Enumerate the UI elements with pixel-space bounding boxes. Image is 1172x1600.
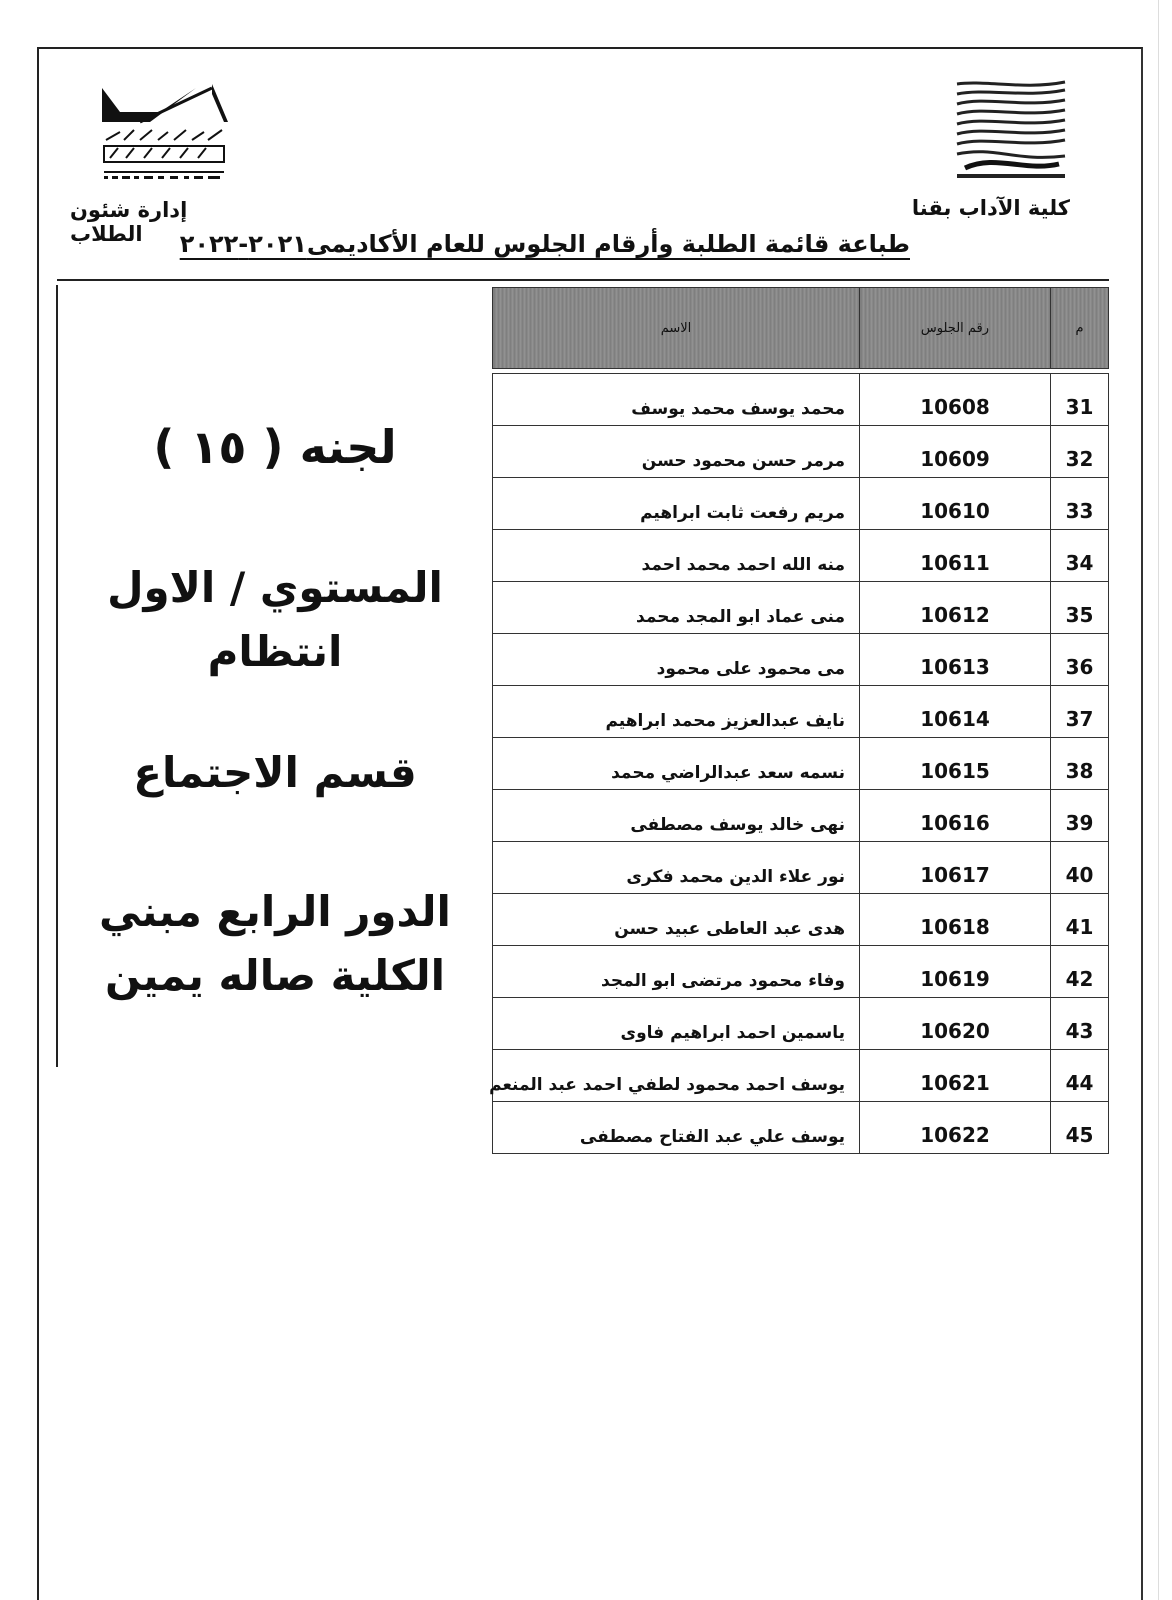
table-row — [493, 998, 1109, 1050]
table-row — [493, 790, 1109, 842]
scan-edge — [1158, 0, 1159, 1600]
seat-number: 10616 — [860, 790, 1051, 842]
row-number: 44 — [1051, 1050, 1109, 1102]
table-row — [493, 842, 1109, 894]
seat-number: 10609 — [860, 426, 1051, 478]
table-row — [493, 686, 1109, 738]
seat-number: 10608 — [860, 374, 1051, 426]
row-number: 31 — [1051, 374, 1109, 426]
college-logo — [955, 76, 1067, 182]
header-divider — [57, 279, 1109, 281]
level-block — [90, 556, 460, 684]
table-row — [493, 374, 1109, 426]
row-number: 45 — [1051, 1102, 1109, 1154]
student-roster-table — [489, 287, 1109, 1154]
row-number: 33 — [1051, 478, 1109, 530]
table-body — [489, 369, 1109, 1154]
table-header-row — [493, 288, 1109, 369]
college-name: كلية الآداب بقنا — [911, 196, 1070, 220]
location-block — [90, 880, 460, 1008]
level-line-1: المستوي / الاول — [107, 563, 443, 612]
student-name: مى محمود على محمود — [493, 634, 860, 686]
department-label: قسم الاجتماع — [133, 748, 417, 797]
table-row — [493, 582, 1109, 634]
student-name: ياسمين احمد ابراهيم فاوى — [493, 998, 860, 1050]
seat-number: 10610 — [860, 478, 1051, 530]
level-line-2: انتظام — [207, 627, 343, 676]
table-row — [493, 894, 1109, 946]
row-number: 43 — [1051, 998, 1109, 1050]
student-name: وفاء محمود مرتضى ابو المجد — [493, 946, 860, 998]
seat-number: 10613 — [860, 634, 1051, 686]
table-row — [493, 1050, 1109, 1102]
row-number: 36 — [1051, 634, 1109, 686]
table-row — [493, 634, 1109, 686]
seat-number: 10617 — [860, 842, 1051, 894]
table-row — [493, 1102, 1109, 1154]
row-number: 35 — [1051, 582, 1109, 634]
student-name: نسمه سعد عبدالراضي محمد — [493, 738, 860, 790]
location-line-1: الدور الرابع مبني — [99, 887, 451, 936]
row-number: 39 — [1051, 790, 1109, 842]
row-number: 41 — [1051, 894, 1109, 946]
seat-number: 10614 — [860, 686, 1051, 738]
seat-number: 10621 — [860, 1050, 1051, 1102]
seat-number: 10611 — [860, 530, 1051, 582]
student-name: يوسف احمد محمود لطفي احمد عبد المنعم — [493, 1050, 860, 1102]
seat-number: 10618 — [860, 894, 1051, 946]
student-name: مريم رفعت ثابت ابراهيم — [493, 478, 860, 530]
student-name: مرمر حسن محمود حسن — [493, 426, 860, 478]
seat-number: 10620 — [860, 998, 1051, 1050]
row-number: 34 — [1051, 530, 1109, 582]
seat-number: 10622 — [860, 1102, 1051, 1154]
seat-number: 10619 — [860, 946, 1051, 998]
header-seat-number: رقم الجلوس — [860, 288, 1051, 369]
seat-number: 10612 — [860, 582, 1051, 634]
location-line-2: الكلية صاله يمين — [104, 951, 446, 1000]
document-title: طباعة قائمة الطلبة وأرقام الجلوس للعام الأكاديمى٢٠٢١-٢٠٢٢ — [179, 230, 910, 258]
header-name: الاسم — [493, 288, 860, 369]
header-no: م — [1051, 288, 1109, 369]
table-row — [493, 530, 1109, 582]
row-number: 40 — [1051, 842, 1109, 894]
row-number: 42 — [1051, 946, 1109, 998]
department-name: إدارة شئون الطلاب — [70, 198, 188, 246]
left-margin-line — [56, 285, 58, 1067]
student-name: منه الله احمد محمد احمد — [493, 530, 860, 582]
table-row — [493, 478, 1109, 530]
committee-label: لجنه ( ١٥ ) — [153, 420, 397, 474]
department-logo — [100, 82, 228, 188]
row-number: 37 — [1051, 686, 1109, 738]
student-name: نهى خالد يوسف مصطفى — [493, 790, 860, 842]
table-row — [493, 946, 1109, 998]
table-row — [493, 426, 1109, 478]
student-name: منى عماد ابو المجد محمد — [493, 582, 860, 634]
table-row — [493, 738, 1109, 790]
student-name: هدى عبد العاطى عبيد حسن — [493, 894, 860, 946]
student-name: محمد يوسف محمد يوسف — [493, 374, 860, 426]
row-number: 38 — [1051, 738, 1109, 790]
row-number: 32 — [1051, 426, 1109, 478]
student-name: يوسف علي عبد الفتاح مصطفى — [493, 1102, 860, 1154]
student-name: نايف عبدالعزيز محمد ابراهيم — [493, 686, 860, 738]
student-name: نور علاء الدين محمد فكرى — [493, 842, 860, 894]
seat-number: 10615 — [860, 738, 1051, 790]
